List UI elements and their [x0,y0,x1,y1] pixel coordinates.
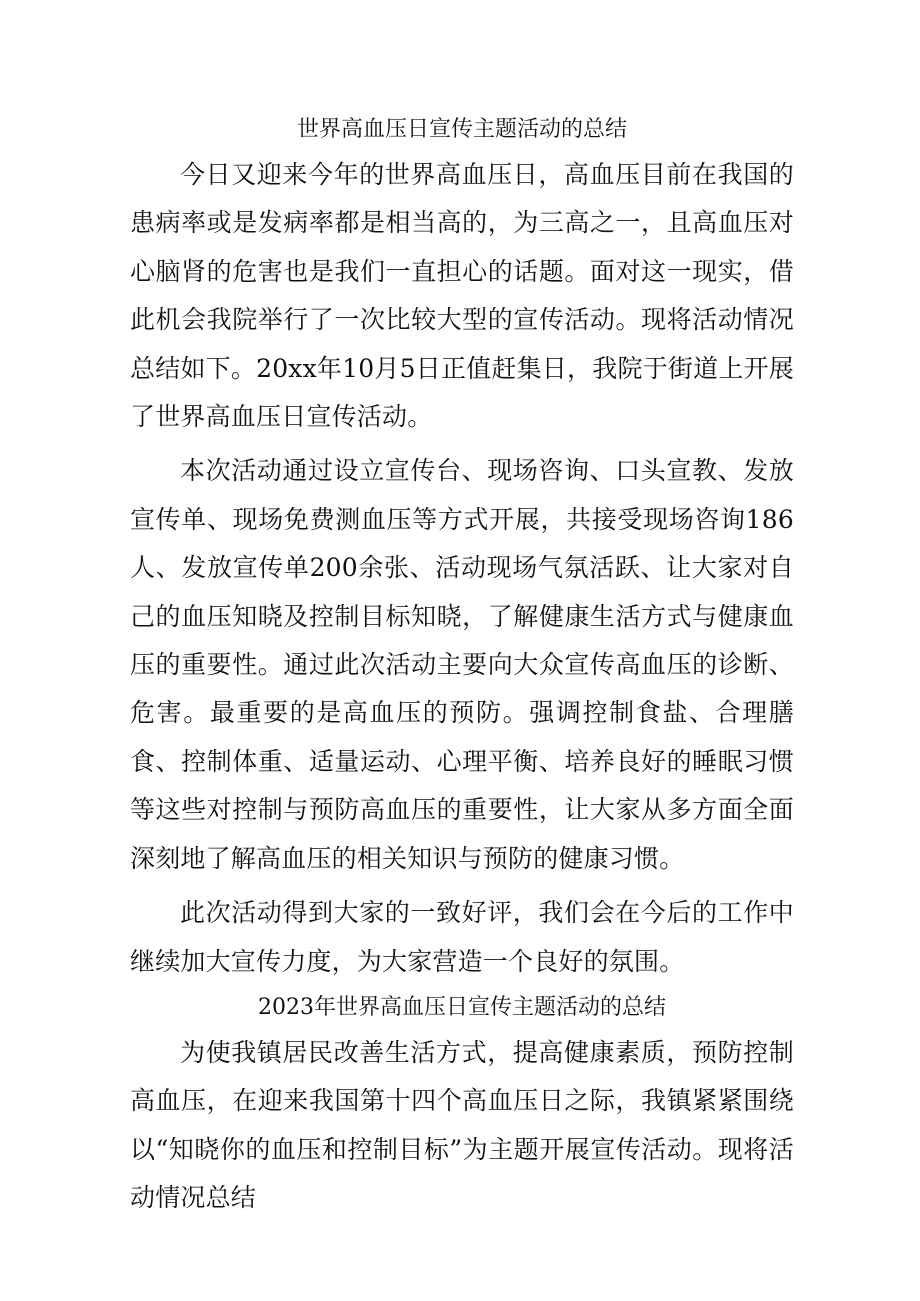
document-body [130,110,794,1223]
document-title: 世界高血压日宣传主题活动的总结 [296,117,627,142]
paragraph-second-intro: 为使我镇居民改善生活方式，提高健康素质，预防控制高血压，在迎来我国第十四个高血压日之际，我镇紧紧围绕以“知晓你的血压和控制目标”为主题开展宣传活动。现将活动情况总结 [130,1037,794,1213]
document-second-title: 2023年世界高血压日宣传主题活动的总结 [258,994,666,1020]
paragraph-conclusion: 此次活动得到大家的一致好评，我们会在今后的工作中继续加大宣传力度，为大家营造一个良好的氛围。 [130,898,794,976]
paragraph-activity: 本次活动通过设立宣传台、现场咨询、口头宣教、发放宣传单、现场免费测血压等方式开展，共接受现场咨询186人、发放宣传单200余张、活动现场气氛活跃、让大家对自己的血压知晓及控制目标知晓，了解健康生活方式与健康血压的重要性。通过此次活动主要向大众宣传高血压的诊断、危害。最重要的是高血压的预防。强调控制食盐、合理膳食、控制体重、适量运动、心理平衡、培养良好的睡眠习惯等这些对控制与预防高血压的重要性，让大家从多方面全面深刻地了解高血压的相关知识与预防的健康习惯。 [130,456,794,873]
paragraph-intro: 今日又迎来今年的世界高血压日，高血压目前在我国的患病率或是发病率都是相当高的，为三高之一，且高血压对心脑肾的危害也是我们一直担心的话题。面对这一现实，借此机会我院举行了一次比较大型的宣传活动。现将活动情况总结如下。20xx年10月5日正值赶集日，我院于街道上开展了世界高血压日宣传活动。 [130,160,794,432]
